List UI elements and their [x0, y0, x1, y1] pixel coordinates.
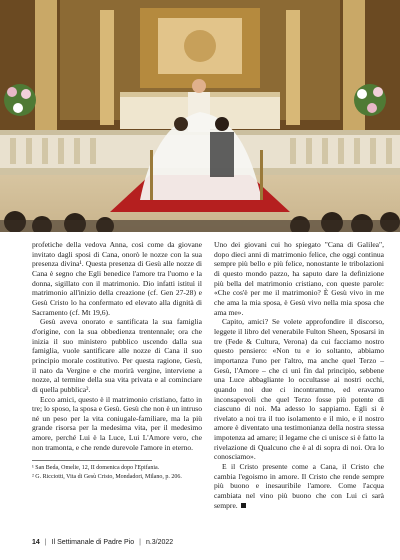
- footnotes: [32, 460, 182, 480]
- paragraph: Capito, amici? Se volete approfondire il discorso, leggete il libro del venerabile Fulton Sheen, Sposarsi in tre (Fede & Cultura, Verona) da cui facciamo nostro questo pensiero: «Non tu e io soltanto, abbiamo importanza l'uno per l'altro, ma anche quel Terzo – Gesù, l'Amore – che ci unì fin dal principio, sebbene una Luce abbagliante lo occultasse ai nostri occhi, quando noi due ci incontrammo, ed eravamo inconsapevoli che quel Terzo fosse più potente di ciascuno di noi. Ma adesso lo sappiamo. Egli si è rivelato a noi tra il tuo isolamento e il mio, e il nostro amore è diventato una testimonianza della nostra stessa impotenza ad amare; il legame che ci unisce si è fatto la rivelazione di Qualcuno che è al di sopra di noi. Ora lo conosciamo».: [214, 317, 384, 462]
- footer-separator: |: [44, 539, 47, 546]
- paragraph: Ecco amici, questo è il matrimonio cristiano, fatto in tre; lo sposo, la sposa e Gesù. Gesù che non è un intruso né un peso per la vita coniugale-familiare, ma la più grande risorsa per la medesima vita, per il medesimo amore, perché Lui è la Luce, Lui L'Amore vero, che non tramonta, e che rende durevole l'amore in eterno.: [32, 394, 202, 452]
- page-number: 14: [32, 539, 40, 546]
- issue-number: n.3/2022: [145, 539, 174, 546]
- article-column-right: [214, 240, 384, 530]
- footer-separator: |: [139, 539, 141, 546]
- paragraph: Uno dei giovani cui ho spiegato "Cana di Galilea", dopo dieci anni di matrimonio felice, che oggi continua sempre più bello e più felice, nonostante le tribolazioni di questo mondo pazzo, ha saputo dare la definizione più bella del matrimonio cristiano, con queste parole: «Che cos'è per me il matrimonio? È Gesù vivo in me che ama la mia sposa, è Gesù vivo nella mia sposa che ama me».: [214, 240, 384, 317]
- paragraph: profetiche della vedova Anna, così come da giovane invitato dagli sposi di Cana, onorò le nozze con la sua presenza divina¹. Questa presenza di Gesù alle nozze di Cana è segno che Egli benedice l'amore tra l'uomo e la donna, sigillato con il matrimonio. Dio infatti istituì il matrimonio all'inizio della creazione (cf. Gen 27-28) e Gesù Cristo lo ha confermato ed elevato alla dignità di Sacramento (cf. Mt 19,6).: [32, 240, 202, 317]
- footnote: ² G. Ricciotti, Vita di Gesù Cristo, Mondadori, Milano, p. 206.: [32, 473, 182, 480]
- paragraph-text: E il Cristo presente come a Cana, il Cristo che cambia l'egoismo in amore. Il Cristo che rende sempre più buono e inesauribile l'amore. Come l'acqua cambiata nel vino più buono che con Lui ci sarà sempre.: [214, 462, 384, 510]
- page-footer: [32, 539, 173, 546]
- end-of-article-mark: [241, 503, 246, 508]
- article-columns: [32, 240, 384, 530]
- wedding-ceremony-illustration: [0, 0, 400, 232]
- paragraph: Gesù aveva onorato e santificata la sua famiglia d'origine, con la sua obbedienza trentennale; ora che inizia il suo ministero pubblico uscendo dalla sua famiglia, vuole santificare alle nozze di Cana il suo principio morale costitutivo. Per questa ragione, Gesù, il nato da Vergine e che morirà vergine, interviene a nozze, al termine della sua vita privata e al cominciare di quella pubblica².: [32, 317, 202, 394]
- article-column-left: [32, 240, 202, 530]
- footnote: ¹ San Beda, Omelie, 12, II domenica dopo l'Epifania.: [32, 465, 160, 472]
- paragraph-last: [214, 462, 384, 510]
- magazine-name: Il Settimanale di Padre Pio: [51, 539, 135, 546]
- wedding-photo: [0, 0, 400, 232]
